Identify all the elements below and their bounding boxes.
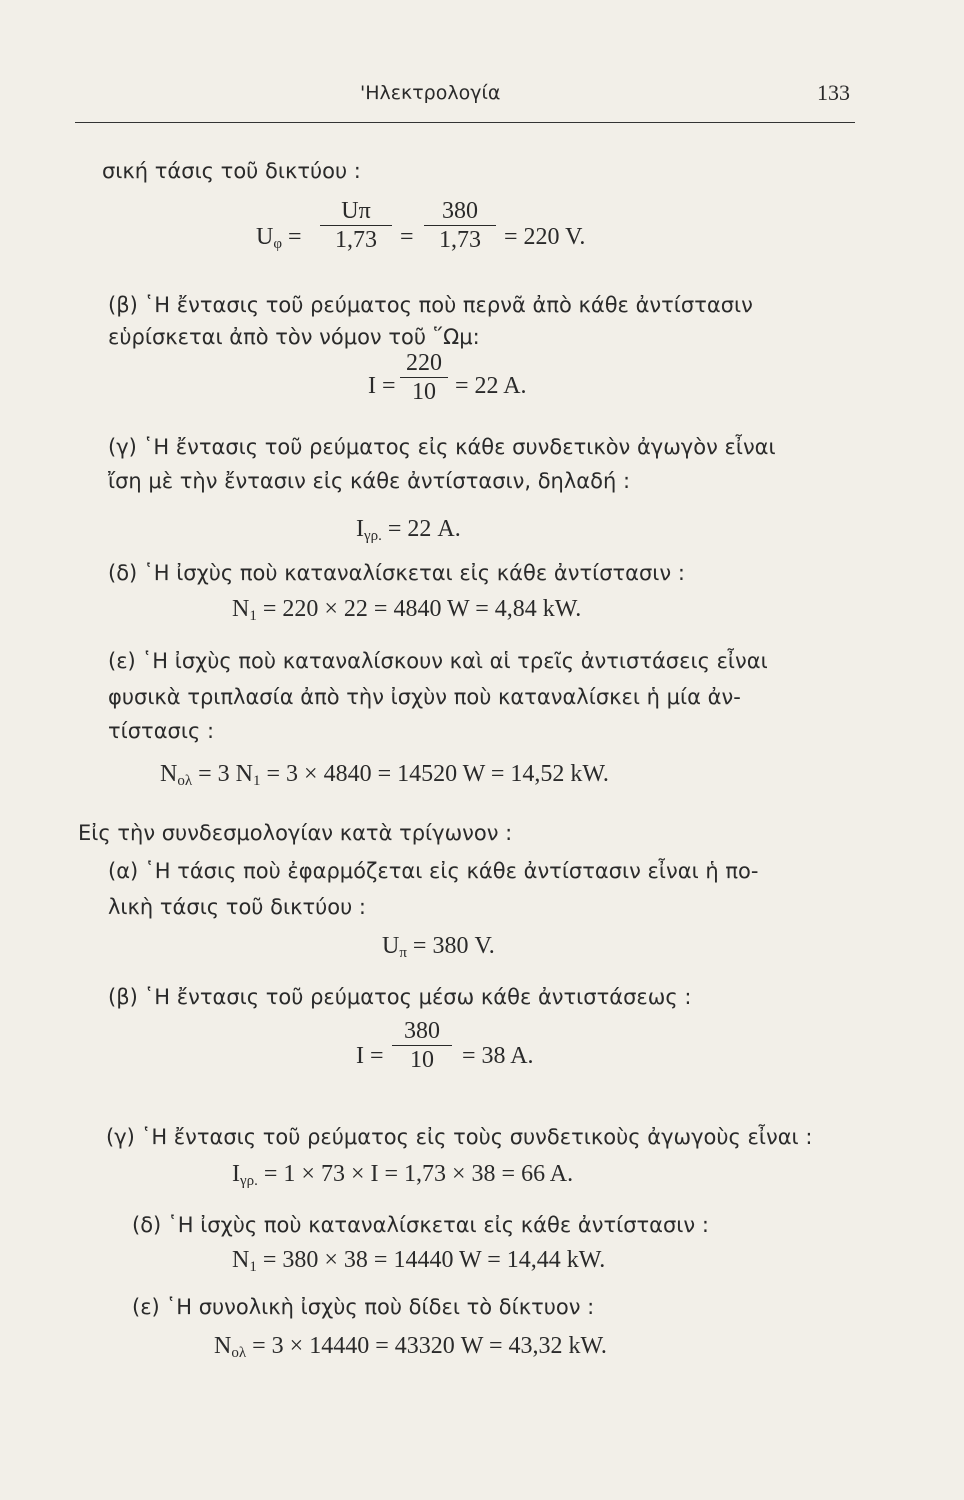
delta-d-eq: $N_1 = 380 \times 38 = 14440$ W = 14,44 kW. <box>232 1247 606 1275</box>
star-e-line2: φυσικὰ τριπλασία ἀπὸ τὴν ἰσχὺν ποὺ καταναλίσκει ἡ μία ἀν- <box>108 685 741 709</box>
eq-phase-frac1: Uπ 1,73 <box>320 198 392 253</box>
star-e-line3: τίστασις : <box>108 719 215 743</box>
delta-e-line1: (ε) ῾Η συνολικὴ ἰσχὺς ποὺ δίδει τὸ δίκτυον : <box>132 1295 595 1319</box>
eq-phase-result: = 220 V. <box>504 224 586 250</box>
eq-sign: = <box>400 224 414 250</box>
delta-e-eq: $N_{o\lambda} = 3 \times 14440 = 43320$ W = 43,32 kW. <box>214 1333 607 1361</box>
delta-b-eq-lhs: I = <box>356 1043 384 1069</box>
intro-line: σική τάσις τοῦ δικτύου : <box>102 159 361 183</box>
star-c-line1: (γ) ῾Η ἔντασις τοῦ ρεύματος εἰς κάθε συνδετικὸν ἀγωγὸν εἶναι <box>108 435 776 459</box>
delta-d-line1: (δ) ῾Η ἰσχὺς ποὺ καταναλίσκεται εἰς κάθε ἀντίστασιν : <box>132 1213 709 1237</box>
star-b-line1: (β) ῾Η ἔντασις τοῦ ρεύματος ποὺ περνᾶ ἀπὸ κάθε ἀντίστασιν <box>108 293 753 317</box>
star-b-eq-lhs: I = <box>368 373 396 399</box>
star-b-eq-result: = 22 A. <box>455 373 527 399</box>
star-c-eq: $I_{\gamma\rho.} = 22$ A. <box>356 516 461 544</box>
header-rule <box>75 122 855 123</box>
delta-b-line1: (β) ῾Η ἔντασις τοῦ ρεύματος μέσω κάθε ἀντιστάσεως : <box>108 985 692 1009</box>
running-header: 'Ηλεκτρολογία <box>360 82 501 104</box>
delta-b-eq-frac: 380 10 <box>392 1018 452 1073</box>
star-b-eq-frac: 220 10 <box>400 350 448 405</box>
eq-phase-lhs: $U_\varphi$ = <box>256 224 302 252</box>
delta-c-eq: $I_{\gamma\rho.} = 1 \times 73 \times I = 1,73 \times 38 = 66$ A. <box>232 1161 574 1189</box>
delta-intro: Εἰς τὴν συνδεσμολογίαν κατὰ τρίγωνον : <box>78 821 513 845</box>
star-b-line2: εὑρίσκεται ἀπὸ τὸν νόμον τοῦ ῞Ωμ: <box>108 325 480 349</box>
star-c-line2: ἴση μὲ τὴν ἔντασιν εἰς κάθε ἀντίστασιν, δηλαδή : <box>108 469 631 493</box>
delta-c-line1: (γ) ῾Η ἔντασις τοῦ ρεύματος εἰς τοὺς συνδετικοὺς ἀγωγοὺς εἶναι : <box>106 1125 813 1149</box>
delta-b-eq-result: = 38 A. <box>462 1043 534 1069</box>
delta-a-line2: λικὴ τάσις τοῦ δικτύου : <box>108 895 366 919</box>
star-e-line1: (ε) ῾Η ἰσχὺς ποὺ καταναλίσκουν καὶ αἱ τρεῖς ἀντιστάσεις εἶναι <box>108 649 768 673</box>
delta-a-eq: $U_\pi = 380$ V. <box>382 933 495 961</box>
page-number: 133 <box>817 80 850 105</box>
star-d-line1: (δ) ῾Η ἰσχὺς ποὺ καταναλίσκεται εἰς κάθε ἀντίστασιν : <box>108 561 685 585</box>
star-e-eq: $N_{o\lambda} = 3$ $N_1 = 3 \times 4840 = 14520$ W = 14,52 kW. <box>160 761 609 789</box>
star-d-eq: $N_1 = 220 \times 22 = 4840$ W = 4,84 kW. <box>232 596 582 624</box>
eq-phase-frac2: 380 1,73 <box>424 198 496 253</box>
delta-a-line1: (α) ῾Η τάσις ποὺ ἐφαρμόζεται εἰς κάθε ἀντίστασιν εἶναι ἡ πο- <box>108 859 759 883</box>
